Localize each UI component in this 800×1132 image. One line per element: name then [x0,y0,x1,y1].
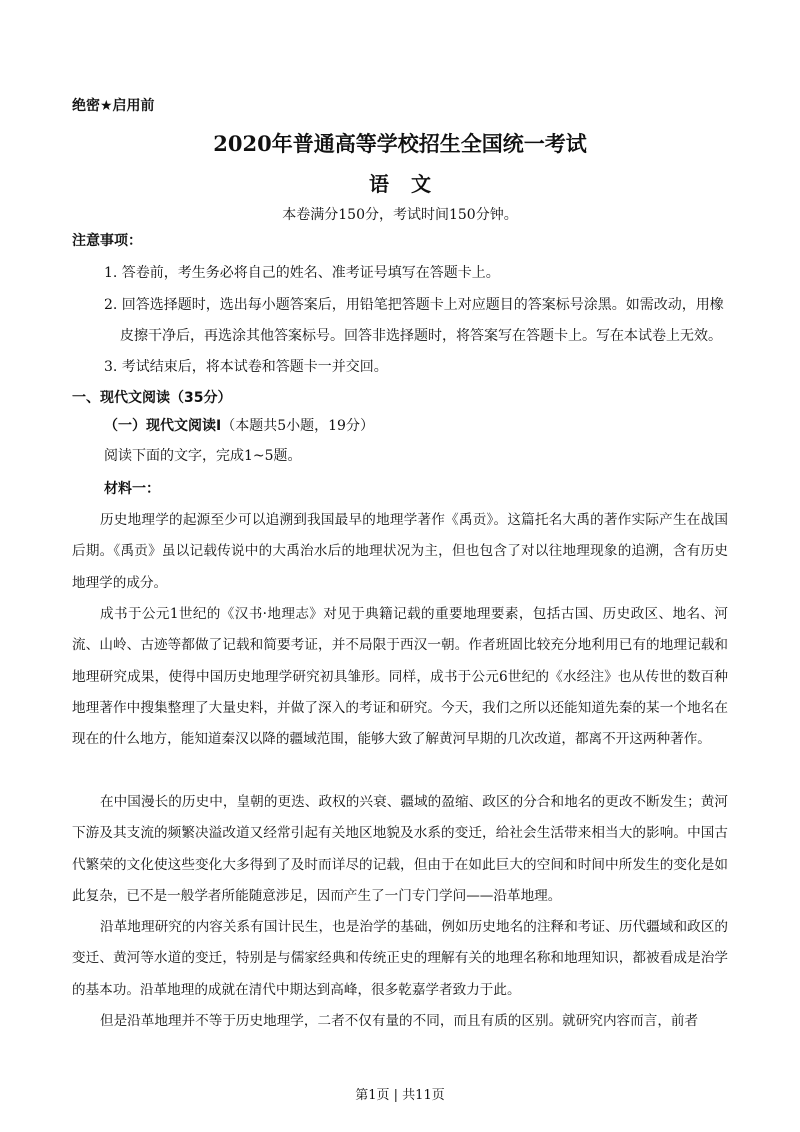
subsection-heading-bold: （一）现代文阅读Ⅰ [104,418,222,434]
note-item-continued: 皮擦干净后，再选涂其他答案标号。回答非选择题时，将答案写在答题卡上。写在本试卷上无效。 [120,328,722,344]
body-paragraph: 在中国漫长的历史中，皇朝的更迭、政权的兴衰、疆域的盈缩、政区的分合和地名的更改不断发生；黄河下游及其支流的频繁决溢改道又经常引起有关地区地貌及水系的变迁，给社会生活带来相当大的影响。中国古代繁荣的文化使这些变化大多得到了及时而详尽的记载，但由于在如此巨大的空间和时间中所发生的变化是如此复杂，已不是一般学者所能随意涉足，因而产生了一门专门学问——沿革地理。 [72,794,728,904]
subject-title: 语文 [369,172,453,196]
exam-title: 2020年普通高等学校招生全国统一考试 [213,131,587,156]
note-item: 2. 回答选择题时，选出每小题答案后，用铅笔把答题卡上对应题目的答案标号涂黑。如需改动，用橡 [104,297,724,313]
reading-instruction: 阅读下面的文字，完成1~5题。 [104,448,302,464]
body-paragraph: 沿革地理研究的内容关系有国计民生，也是治学的基础，例如历史地名的注释和考证、历代疆域和政区的变迁、黄河等水道的变迁，特别是与儒家经典和传统正史的理解有关的地理名称和地理知识，都被看成是治学的基本功。沿革地理的成就在清代中期达到高峰，很多乾嘉学者致力于此。 [72,919,728,998]
body-paragraph: 成书于公元1世纪的《汉书·地理志》对见于典籍记载的重要地理要素，包括古国、历史政区、地名、河流、山岭、古迹等都做了记载和简要考证，并不局限于西汉一朝。作者班固比较充分地利用已有的地理记载和地理研究成果，使得中国历史地理学研究初具雏形。同样，成书于公元6世纪的《水经注》也从传世的数百种地理著作中搜集整理了大量史料，并做了深入的考证和研究。今天，我们之所以还能知道先秦的某一个地名在现在的什么地方，能知道秦汉以降的疆域范围，能够大致了解黄河早期的几次改道，都离不开这两种著作。 [72,606,728,748]
page-footer: 第1页 | 共11页 [355,1088,445,1103]
notes-heading: 注意事项： [72,233,142,249]
body-paragraph: 历史地理学的起源至少可以追溯到我国最早的地理学著作《禹贡》。这篇托名大禹的著作实际产生在战国后期。《禹贡》虽以记载传说中的大禹治水后的地理状况为主，但也包含了对以往地理现象的追溯，含有历史地理学的成分。 [72,512,728,591]
subsection-heading [104,415,374,435]
section-heading: 一、现代文阅读（35分） [72,390,232,406]
body-paragraph: 但是沿革地理并不等于历史地理学，二者不仅有量的不同，而且有质的区别。就研究内容而言，前者 [100,1013,699,1029]
exam-info: 本卷满分150分，考试时间150分钟。 [282,207,518,223]
material-label: 材料一： [104,481,160,497]
subsection-heading-detail: （本题共5小题，19分） [221,418,374,434]
note-item: 3. 考试结束后，将本试卷和答题卡一并交回。 [104,359,388,375]
note-item: 1. 答卷前，考生务必将自己的姓名、准考证号填写在答题卡上。 [104,265,500,281]
confidential-label: 绝密★启用前 [72,98,155,114]
